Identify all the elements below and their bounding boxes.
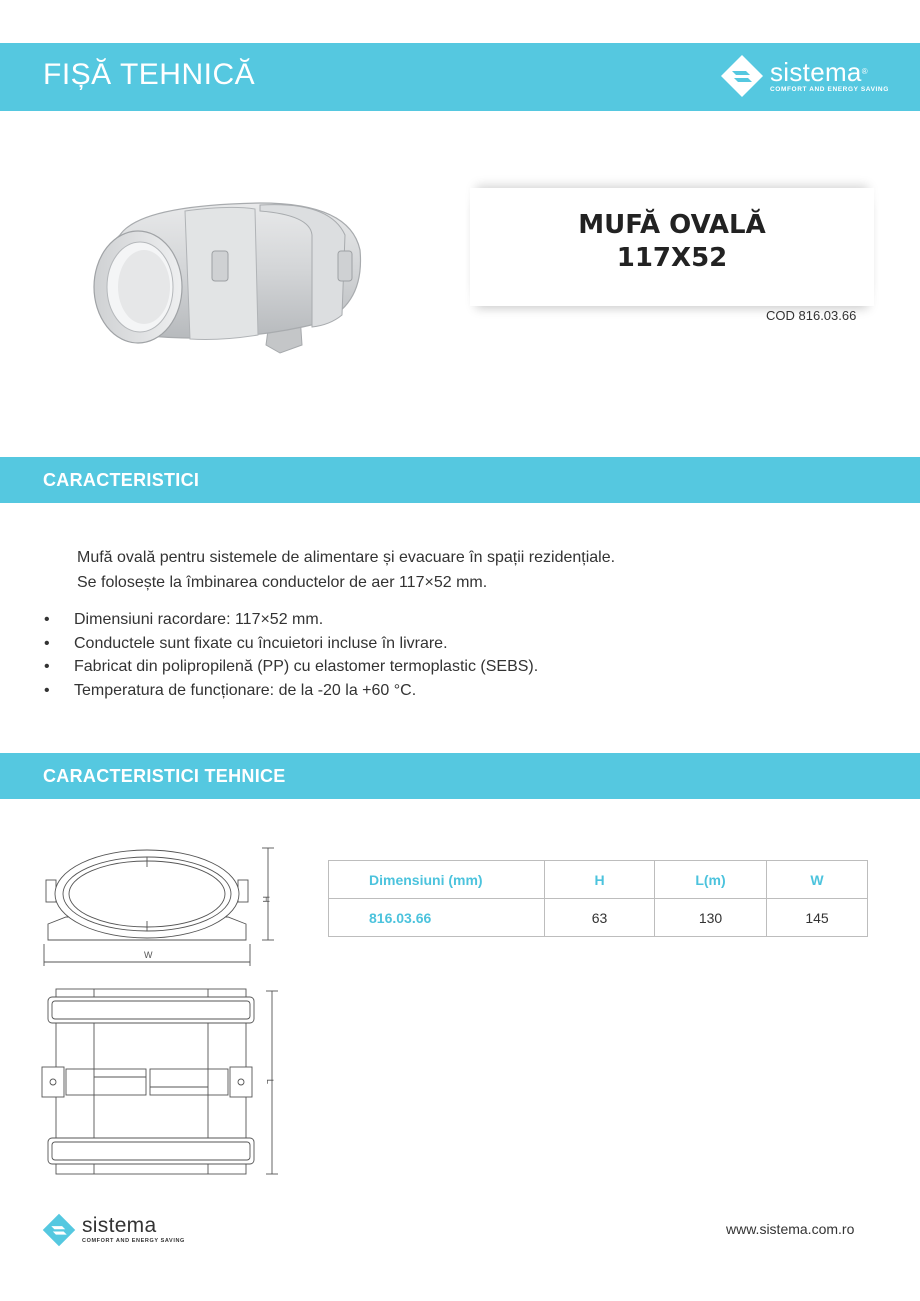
section-title-technical: CARACTERISTICI TEHNICE [43, 766, 286, 786]
header-logo [720, 54, 889, 98]
list-item: • Dimensiuni racordare: 117×52 mm. [40, 608, 538, 632]
section-characteristics [0, 457, 920, 503]
list-item: • Conductele sunt fixate cu încuietori incluse în livrare. [40, 632, 538, 656]
sistema-diamond-logo-icon [720, 54, 764, 98]
front-view-drawing [38, 842, 283, 972]
description-line: Mufă ovală pentru sistemele de alimentare și evacuare în spații rezidențiale. [77, 549, 616, 566]
table-cell: 63 [545, 899, 655, 937]
feature-list [40, 608, 538, 702]
logo-tagline: COMFORT AND ENERGY SAVING [770, 85, 889, 93]
table-row [329, 899, 868, 937]
product-description [77, 545, 615, 595]
page-title: FIȘĂ TEHNICĂ [43, 58, 256, 91]
product-code: COD 816.03.66 [766, 308, 857, 323]
table-header-cell: H [545, 861, 655, 899]
section-technical [0, 753, 920, 799]
table-cell-code: 816.03.66 [329, 899, 545, 937]
table-cell: 130 [655, 899, 767, 937]
list-item: • Fabricat din polipropilenă (PP) cu elastomer termoplastic (SEBS). [40, 655, 538, 679]
description-line: Se folosește la îmbinarea conductelor de aer 117×52 mm. [77, 574, 488, 591]
table-header-cell: W [767, 861, 868, 899]
dimension-label-h: H [261, 896, 271, 903]
dimension-label-w: W [144, 950, 153, 960]
section-title-characteristics: CARACTERISTICI [43, 470, 200, 490]
footer-logo [42, 1213, 185, 1247]
footer-url[interactable]: www.sistema.com.ro [726, 1221, 855, 1237]
logo-word: sistema [770, 56, 862, 87]
dimension-label-l: L [265, 1079, 275, 1085]
header-band [0, 43, 920, 111]
table-header-cell: Dimensiuni (mm) [329, 861, 545, 899]
logo-registered: ® [861, 66, 868, 76]
table-cell: 145 [767, 899, 868, 937]
table-header-row [329, 861, 868, 899]
product-title-card [470, 188, 874, 306]
footer-logo-tagline: COMFORT AND ENERGY SAVING [82, 1238, 185, 1244]
footer-logo-word: sistema [82, 1214, 157, 1237]
product-name-line2: 117X52 [616, 243, 728, 273]
top-view-drawing [38, 985, 283, 1180]
product-name-line1: MUFĂ OVALĂ [578, 210, 766, 240]
dimensions-table [328, 860, 868, 937]
list-item: • Temperatura de funcționare: de la -20 la +60 °C. [40, 679, 538, 703]
sistema-diamond-logo-icon [42, 1213, 76, 1247]
table-header-cell: L(m) [655, 861, 767, 899]
oval-duct-coupling-photo [80, 195, 380, 370]
